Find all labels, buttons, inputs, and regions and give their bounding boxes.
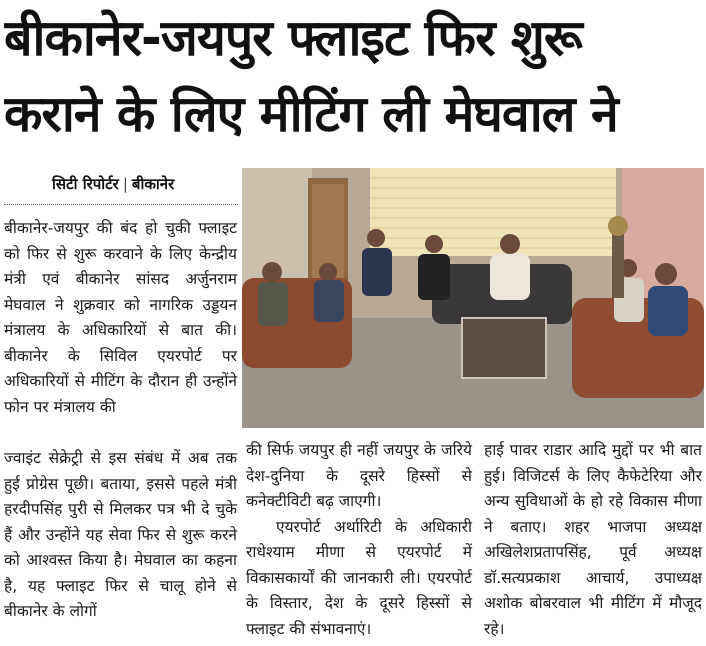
article-column-3 xyxy=(484,438,702,642)
article-paragraph: बीकानेर-जयपुर की बंद हो चुकी फ्लाइट को फिर से शुरू करवाने के लिए केन्द्रीय मंत्री एवं बीकानेर सांसद अर्जुनराम मेघवाल ने शुक्रवार को नागरिक उड्डयन मंत्रालय के अधिकारियों से बात की। बीकानेर के सिविल एयरपोर्ट पर अधिकारियों से मीटिंग के दौरान ही उन्होंने फोन पर मंत्रालय की xyxy=(4,219,237,416)
headline xyxy=(4,0,704,152)
article-paragraph: की सिर्फ जयपुर ही नहीं जयपुर के जरिये देश-दुनिया के दूसरे हिस्सों से कनेक्टीविटी बढ़ जाएगी। xyxy=(246,441,472,510)
meeting-room-illustration xyxy=(242,168,704,428)
byline xyxy=(52,174,174,194)
news-photo xyxy=(242,168,704,428)
article-paragraph: एयरपोर्ट अर्थारिटी के अधिकारी राधेश्याम मीणा से एयरपोर्ट में विकासकार्यों की जानकारी ली। एयरपोर्ट के विस्तार, देश के दूसरे हिस्सों से फ्लाइट की संभावनाएं। xyxy=(246,517,472,638)
byline-separator: | xyxy=(122,175,128,193)
byline-place: बीकानेर xyxy=(131,175,175,193)
article-column-1-bottom xyxy=(4,446,237,625)
byline-reporter: सिटी रिपोर्टर xyxy=(52,175,119,193)
headline-line-2: कराने के लिए मीटिंग ली मेघवाल ने xyxy=(4,85,618,143)
byline-divider xyxy=(4,204,238,205)
article-column-1-top xyxy=(4,216,237,420)
article-paragraph: ज्वाइंट सेक्रेट्री से इस संबंध में अब तक हुई प्रोग्रेस पूछी। बताया, इससे पहले मंत्री हरदीपसिंह पुरी से मिलकर पत्र भी दे चुके हैं और उन्होंने यह सेवा फिर से शुरू करने को आश्वस्त किया है। मेघवाल का कहना है, यह फ्लाइट फिर से चालू होने से बीकानेर के लोगों xyxy=(4,449,237,620)
article-paragraph: हाई पावर राडार आदि मुद्दों पर भी बात हुई। विजिटर्स के लिए कैफेटेरिया और अन्य सुविधाओं के हो रहे विकास मीणा ने बताए। शहर भाजपा अध्यक्ष अखिलेशप्रतापसिंह, पूर्व अध्यक्ष डॉ.सत्यप्रकाश आचार्य, उपाध्यक्ष अशोक बोबरवाल भी मीटिंग में मौजूद रहे। xyxy=(484,441,702,638)
article-column-2 xyxy=(246,438,472,642)
headline-line-1: बीकानेर-जयपुर फ्लाइट फिर शुरू xyxy=(4,9,582,67)
